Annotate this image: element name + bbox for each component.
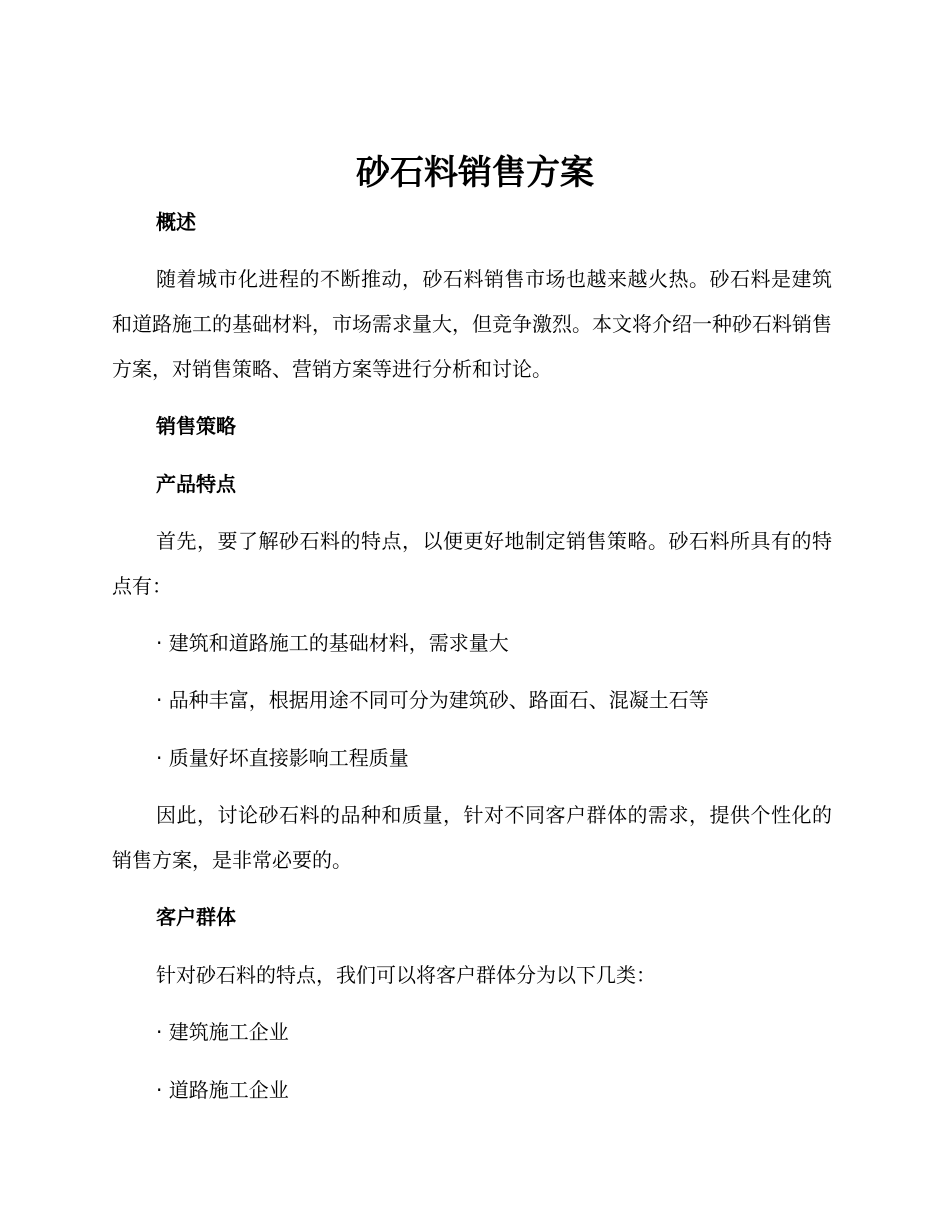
customer-heading: 客户群体 — [156, 905, 236, 929]
customer-intro-paragraph: 针对砂石料的特点，我们可以将客户群体分为以下几类： — [156, 963, 656, 987]
overview-paragraph: 随着城市化进程的不断推动，砂石料销售市场也越来越火热。砂石料是建筑和道路施工的基础材料，市场需求量大，但竞争激烈。本文将介绍一种砂石料销售方案，对销售策略、营销方案等进行分析和讨论。 — [112, 267, 832, 381]
product-heading: 产品特点 — [156, 472, 236, 496]
product-intro-paragraph: 首先，要了解砂石料的特点，以便更好地制定销售策略。砂石料所具有的特点有： — [112, 529, 832, 598]
customer-bullet-item: · 道路施工企业 — [156, 1078, 289, 1102]
document-title: 砂石料销售方案 — [356, 153, 594, 193]
product-bullet-item: · 品种丰富，根据用途不同可分为建筑砂、路面石、混凝土石等 — [156, 688, 709, 712]
product-conclusion-paragraph: 因此，讨论砂石料的品种和质量，针对不同客户群体的需求，提供个性化的销售方案，是非常必要的。 — [112, 803, 832, 872]
product-bullet-item: · 质量好坏直接影响工程质量 — [156, 746, 409, 770]
product-bullet-item: · 建筑和道路施工的基础材料，需求量大 — [156, 631, 509, 655]
strategy-heading: 销售策略 — [156, 414, 236, 438]
overview-heading: 概述 — [156, 210, 196, 234]
customer-bullet-item: · 建筑施工企业 — [156, 1020, 289, 1044]
